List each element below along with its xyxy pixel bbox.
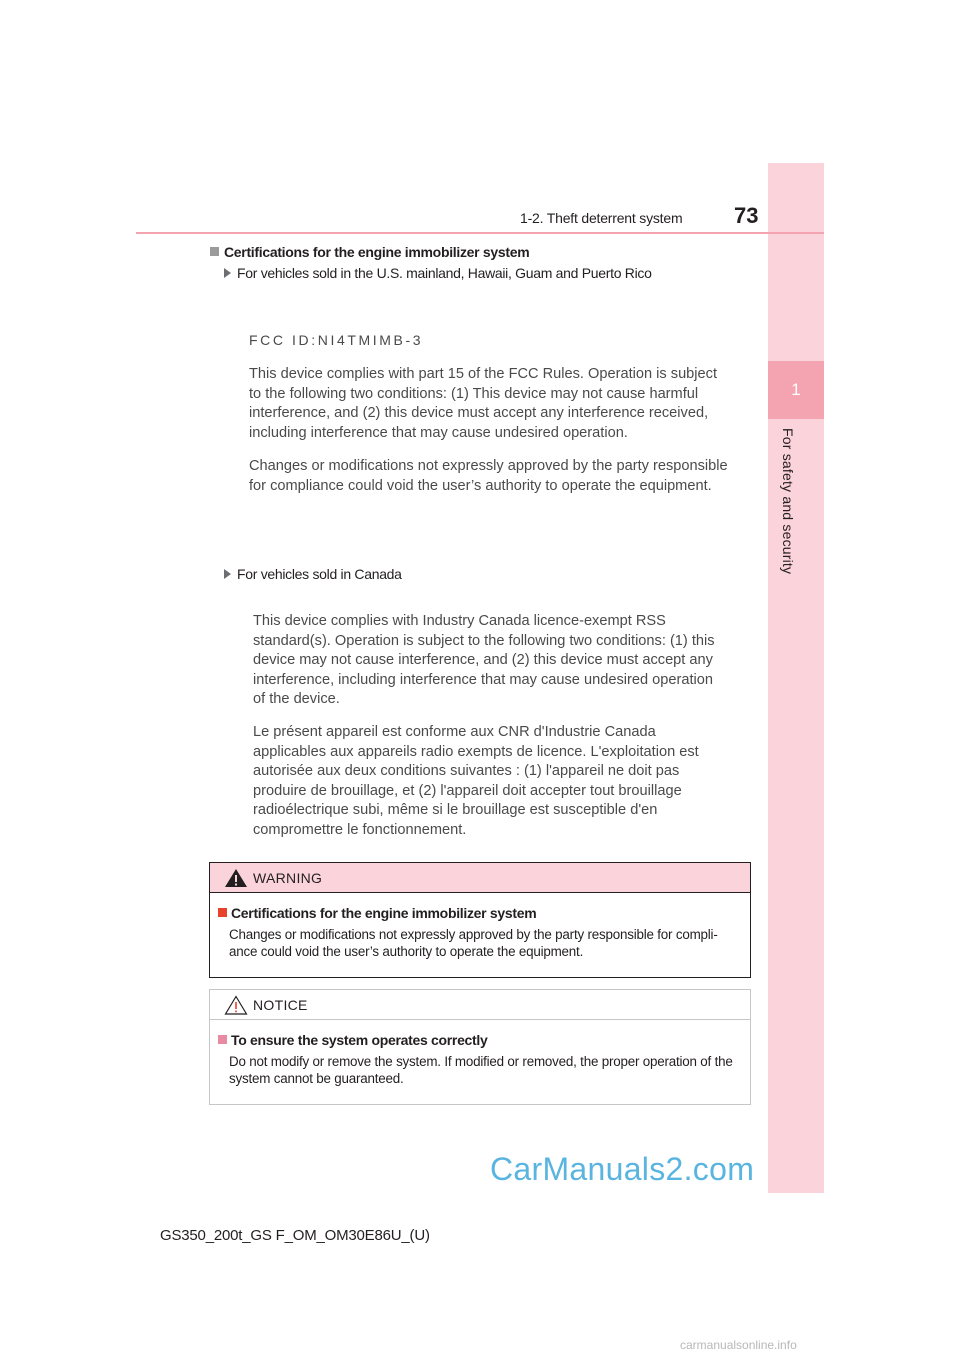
notice-title: NOTICE (253, 996, 308, 1013)
notice-header (210, 990, 750, 1020)
warning-title: WARNING (253, 869, 323, 886)
bottom-watermark: carmanualsonline.info (680, 1338, 797, 1352)
section-title: 1-2. Theft deterrent system (520, 210, 683, 226)
notice-body: Do not modify or remove the system. If modified or removed, the proper operation of the system cannot be guaranteed. (229, 1054, 733, 1086)
canada-subheading (224, 566, 402, 582)
ic-statement-english: This device complies with Industry Canada licence-exempt RSS standard(s). Operation is subject to the following two conditions: (1) this device may not cause interference, and (2) this device must accept any interference, including interference that may cause undesired operation of the device. (253, 613, 715, 707)
page-number: 73 (734, 203, 759, 228)
fcc-statement: This device complies with part 15 of the FCC Rules. Operation is subject to the following two conditions: (1) This device may not cause harmful interference, and (2) this device must accept any interference received, including interference that may cause undesired operation. (249, 366, 718, 441)
warning-triangle-icon (224, 868, 248, 888)
notice-subheading (218, 1032, 487, 1048)
heading-square-icon (210, 247, 219, 256)
warning-box (209, 862, 751, 978)
triangle-bullet-icon (224, 268, 231, 278)
warning-subheading (218, 905, 536, 921)
fcc-modification-statement: Changes or modifications not expressly approved by the party responsible for compliance could void the user’s authority to operate the equipment. (249, 458, 728, 494)
notice-box (209, 989, 751, 1105)
fcc-id: FCC ID:NI4TMIMB-3 (249, 332, 424, 348)
warning-body: Changes or modifications not expressly approved by the party responsible for compli- ance could void the user’s authority to operate the equipment. (229, 927, 718, 959)
us-subheading-text: For vehicles sold in the U.S. mainland, Hawaii, Guam and Puerto Rico (237, 265, 652, 281)
ic-statement-french: Le présent appareil est conforme aux CNR d'Industrie Canada applicables aux appareils radio exempts de licence. L'exploitation est autorisée aux deux conditions suivantes : (1) l'appareil ne doit pas produire de brouillage, et (2) l'appareil doit accepter tout brouillage radioélectrique subi, même si le brouillage est susceptible d'en compromettre le fonctionnement. (253, 724, 699, 838)
main-heading-text: Certifications for the engine immobilizer system (224, 244, 530, 260)
notice-triangle-icon (224, 995, 248, 1015)
chapter-side-tab (768, 163, 824, 1193)
document-code: GS350_200t_GS F_OM_OM30E86U_(U) (160, 1227, 430, 1244)
watermark-logo: CarManuals2.com (490, 1151, 755, 1187)
triangle-bullet-icon (224, 569, 231, 579)
chapter-label: For safety and security (780, 428, 796, 575)
warning-header (210, 863, 750, 893)
canada-subheading-text: For vehicles sold in Canada (237, 566, 402, 582)
header-rule (136, 232, 824, 234)
pink-square-icon (218, 1035, 227, 1044)
red-square-icon (218, 908, 227, 917)
main-heading (210, 244, 529, 260)
notice-subheading-text: To ensure the system operates correctly (231, 1032, 488, 1048)
us-subheading (224, 265, 652, 281)
chapter-number: 1 (768, 361, 824, 419)
warning-subheading-text: Certifications for the engine immobilizer system (231, 905, 537, 921)
